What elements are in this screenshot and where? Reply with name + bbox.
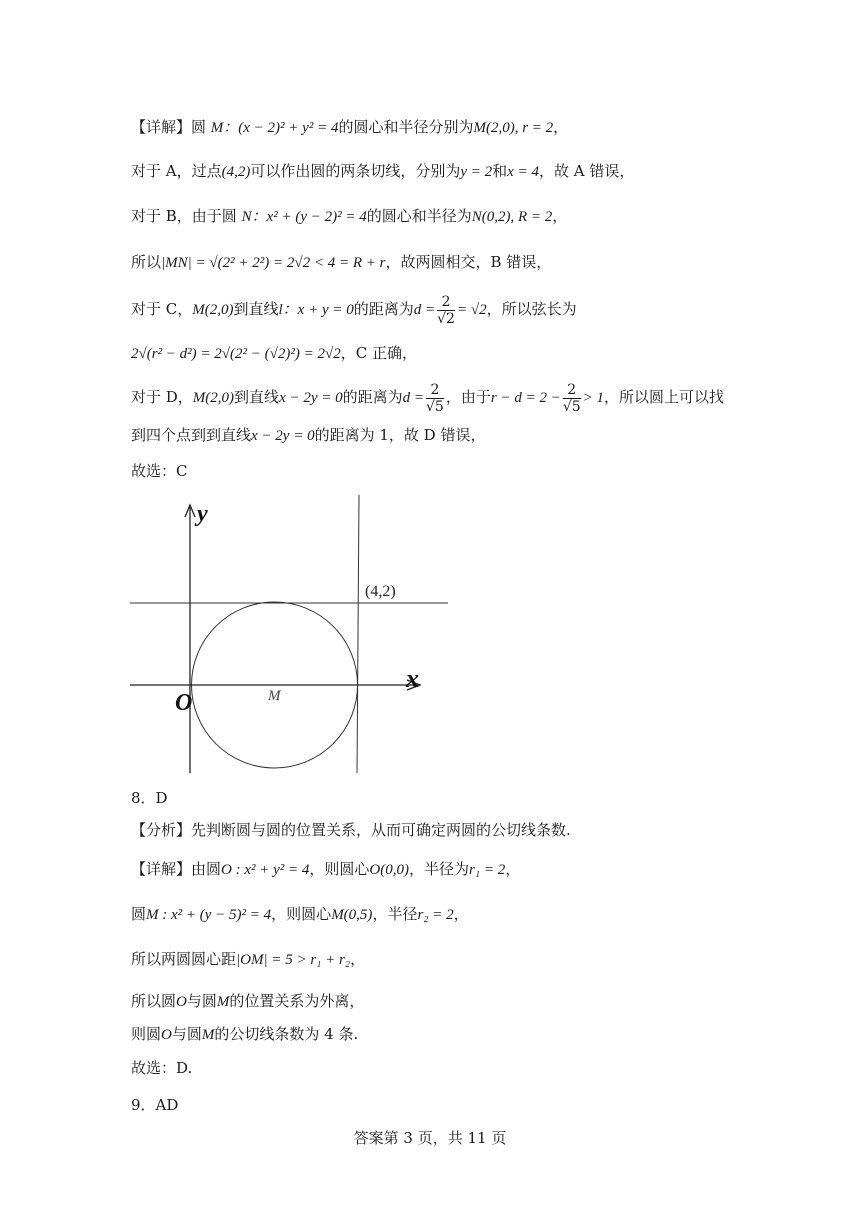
punct: ， [453, 905, 469, 923]
math-eq: d = [413, 302, 436, 318]
text-segment: ，半径为 [409, 860, 470, 878]
numerator: 2 [437, 294, 455, 311]
x-axis-label: x [406, 664, 419, 693]
text-segment: 可以作出圆的两条切线，分别为 [250, 162, 461, 180]
center-radius-n: N(0,2), R = 2 [471, 209, 553, 225]
circle-m-equation: M : x² + (y − 5)² = 4 [146, 907, 272, 923]
math-eq: y = 2 [460, 164, 493, 180]
math-eq: x − 2y = 0 [279, 390, 343, 406]
math-eq: r − d = 2 − [490, 390, 561, 406]
text-segment: ，C 正确， [340, 344, 417, 362]
text-segment: 的距离为 [353, 300, 414, 318]
tangent-line-vertical [357, 495, 359, 773]
text-segment: ，则圆心 [309, 860, 370, 878]
origin-label: O [175, 690, 193, 716]
text-segment: ，所以圆上可以找 [604, 388, 725, 406]
math-symbol: M [201, 1027, 215, 1043]
coordinate-figure [125, 495, 465, 780]
punct: ， [505, 860, 521, 878]
detail-line-8 [131, 424, 485, 447]
answer-8-header: 8．D [131, 789, 168, 807]
text-segment: ，则圆心 [271, 905, 332, 923]
math-point: M(2,0) [192, 390, 235, 406]
center-radius-m: M(2,0), r = 2 [473, 120, 554, 136]
detail-line-5 [131, 292, 577, 327]
math-point: (4,2) [221, 164, 251, 180]
detail8-line-1 [131, 858, 520, 881]
text-segment: ，所以弦长为 [486, 300, 577, 318]
text-segment: 所以两圆圆心距 [131, 950, 237, 968]
text-segment: 对于 A，过点 [131, 162, 222, 180]
detail8-line-5 [131, 1023, 358, 1046]
detail-label: 【详解】圆 [131, 118, 211, 136]
punct: ， [350, 950, 366, 968]
detail8-line-3 [131, 948, 365, 971]
point-label: (4,2) [365, 583, 396, 600]
text-segment: 所以 [131, 253, 162, 271]
math-eq: r₂ = 2 [417, 907, 454, 923]
text-segment: 和 [492, 162, 508, 180]
math-symbol: O [176, 994, 187, 1010]
text-segment: ，故 A 错误， [538, 162, 635, 180]
math-eq: d = [402, 390, 425, 406]
math-eq: r₁ = 2 [469, 862, 506, 878]
answer-9-header: 9．AD [131, 1096, 179, 1114]
text-segment: 的位置关系为外离， [229, 992, 365, 1010]
numerator: 2 [426, 382, 444, 399]
denominator: √2 [437, 310, 455, 327]
detail-line-4 [131, 251, 551, 274]
detail-line-6 [131, 342, 417, 365]
math-eq: = √2 [456, 302, 487, 318]
center-label: M [268, 688, 281, 704]
text-segment: 的圆心和半径为 [366, 207, 472, 225]
page-footer: 答案第 3 页，共 11 页 [353, 1129, 507, 1147]
detail8-line-4 [131, 990, 364, 1013]
text-segment: ，故两圆相交，B 错误， [385, 253, 552, 271]
denominator: √5 [426, 398, 444, 415]
math-symbol: M [216, 994, 230, 1010]
analysis-line: 【分析】先判断圆与圆的位置关系，从而可确定两圆的公切线条数. [131, 821, 571, 839]
text-segment: 到直线 [234, 388, 280, 406]
fraction [563, 382, 581, 415]
text-segment: 对于 D， [131, 388, 193, 406]
chord-length-formula: 2√(r² − d²) = 2√(2² − (√2)²) = 2√2 [131, 346, 341, 362]
text-segment: 到四个点到到直线 [131, 426, 252, 444]
math-symbol: O [161, 1027, 172, 1043]
text-segment: 的距离为 1，故 D 错误， [314, 426, 486, 444]
text-segment: ，半径 [372, 905, 418, 923]
y-axis-label: y [197, 501, 208, 527]
detail-line-2 [131, 160, 634, 183]
text-segment: 则圆 [131, 1025, 162, 1043]
circle-m-equation: M：(x − 2)² + y² = 4 [210, 120, 339, 136]
math-point: M(2,0) [192, 302, 234, 318]
punct: ， [553, 118, 569, 136]
choice-line-8: 故选：D. [131, 1059, 193, 1077]
text-segment: ，由于 [445, 388, 491, 406]
punct: ， [552, 207, 568, 225]
text-segment: 【详解】由圆 [131, 860, 222, 878]
text-segment: 的公切线条数为 4 条. [214, 1025, 359, 1043]
math-eq: x − 2y = 0 [251, 428, 315, 444]
text-segment: 的圆心和半径分别为 [338, 118, 474, 136]
fraction [437, 294, 455, 327]
circle-n-equation: N：x² + (y − 2)² = 4 [241, 209, 367, 225]
text-segment: 与圆 [171, 1025, 202, 1043]
math-point: O(0,0) [369, 862, 409, 878]
text-segment: 与圆 [186, 992, 217, 1010]
text-segment: 到直线 [233, 300, 279, 318]
numerator: 2 [563, 382, 581, 399]
fraction [426, 382, 444, 415]
denominator: √5 [562, 398, 581, 415]
circle-o-equation: O : x² + y² = 4 [221, 862, 310, 878]
math-eq: > 1 [582, 390, 605, 406]
math-eq: x = 4 [507, 164, 539, 180]
detail-line-7 [131, 380, 724, 415]
math-distance-mn: |MN| = √(2² + 2²) = 2√2 < 4 = R + r [161, 255, 386, 271]
text-segment: 对于 C， [131, 300, 193, 318]
text-segment: 的距离为 [342, 388, 403, 406]
text-segment: 圆 [131, 905, 147, 923]
math-distance-om: |OM| = 5 > r₁ + r₂ [236, 952, 351, 968]
line-l-equation: l：x + y = 0 [278, 302, 354, 318]
detail-line-1 [131, 116, 568, 139]
text-segment: 所以圆 [131, 992, 177, 1010]
text-segment: 对于 B，由于圆 [131, 207, 242, 225]
detail8-line-2 [131, 903, 469, 926]
detail-line-3 [131, 205, 567, 228]
choice-line: 故选：C [131, 462, 188, 480]
math-point: M(0,5) [331, 907, 373, 923]
